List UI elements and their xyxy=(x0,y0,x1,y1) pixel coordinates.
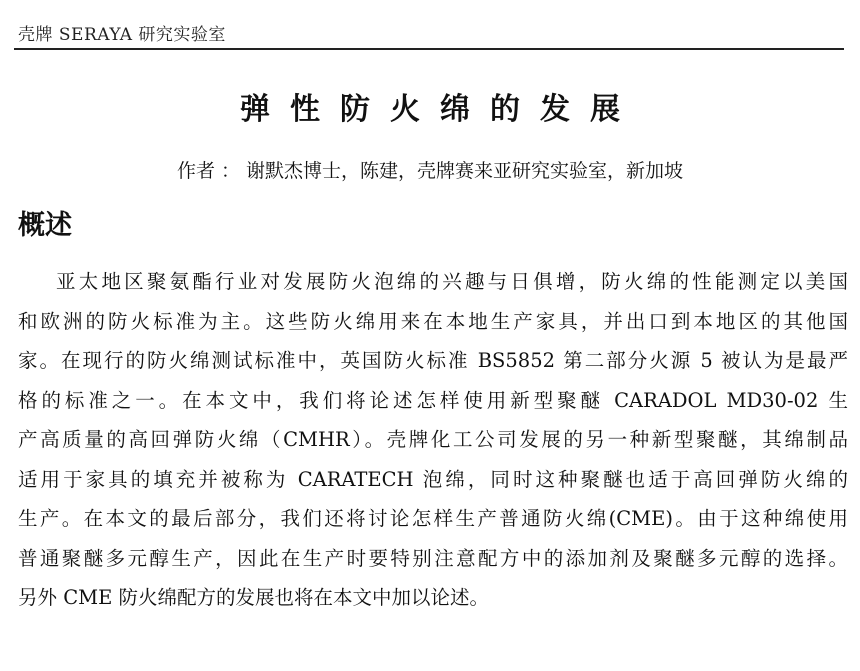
running-header xyxy=(14,18,844,50)
body-line: 生产。在本文的最后部分，我们还将讨论怎样生产普通防火绵(CME)。由于这种绵使用 xyxy=(18,507,848,530)
body-line: 亚太地区聚氨酯行业对发展防火泡绵的兴趣与日俱增，防火绵的性能测定以美国 xyxy=(56,270,848,293)
body-line: 格的标准之一。在本文中，我们将论述怎样使用新型聚醚 CARADOL MD30-02 生 xyxy=(18,388,848,412)
section-heading: 概述 xyxy=(18,210,72,241)
body-line: 和欧洲的防火标准为主。这些防火绵用来在本地生产家具，并出口到本地区的其他国 xyxy=(18,309,848,333)
running-head-text: 壳牌 SERAYA 研究实验室 xyxy=(18,25,226,45)
author-line: 作者 ： 谢默杰博士，陈建，壳牌赛来亚研究实验室，新加坡 xyxy=(176,160,684,182)
body-paragraph xyxy=(18,262,848,618)
body-line: 产高质量的高回弹防火绵（CMHR）。壳牌化工公司发展的另一种新型聚醚，其绵制品 xyxy=(18,428,848,451)
body-line: 适用于家具的填充并被称为 CARATECH 泡绵，同时这种聚醚也适于高回弹防火绵的 xyxy=(18,467,848,491)
body-line: 普通聚醚多元醇生产，因此在生产时要特别注意配方中的添加剂及聚醚多元醇的选择。 xyxy=(18,546,848,570)
body-line: 家。在现行的防火绵测试标准中，英国防火标准 BS5852 第二部分火源 5 被认为是最严 xyxy=(18,349,848,372)
body-line: 另外 CME 防火绵配方的发展也将在本文中加以论述。 xyxy=(18,586,490,609)
article-title: 弹性防火绵的发展 xyxy=(240,92,640,127)
